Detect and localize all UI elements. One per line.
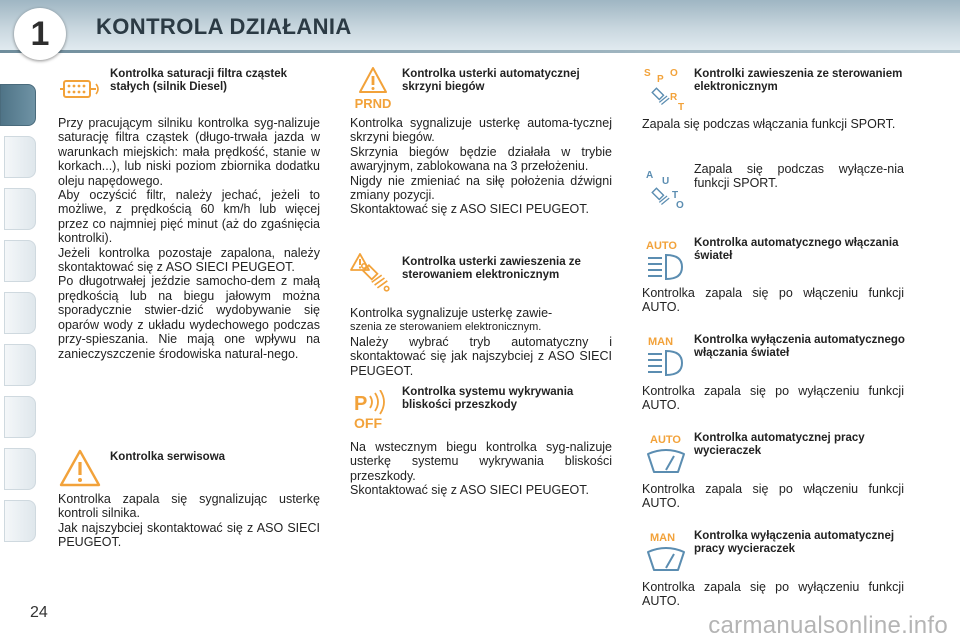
auto-wipers-label: AUTO (650, 434, 681, 446)
chapter-tab[interactable] (4, 240, 36, 282)
auto-letter: O (676, 200, 684, 210)
auto-letter: T (672, 190, 679, 201)
page-title: KONTROLA DZIAŁANIA (96, 14, 352, 39)
sport-letter: R (670, 92, 678, 103)
paragraph: Aby oczyścić filtr, należy jechać, jeżeli to możliwe, z prędkością 60 km/h lub więcej przez co najmniej pięć minut (aż do zgaśnięcia kontrolki). (58, 188, 320, 246)
chapter-tab[interactable] (4, 188, 36, 230)
gearbox-warning-icon (350, 66, 396, 110)
suspension-body (350, 306, 612, 378)
manual-headlamp-icon (642, 334, 688, 378)
gearbox-title: Kontrolka usterki automatycznej skrzyni biegów (402, 68, 580, 93)
auto-lights-label: AUTO (646, 240, 677, 252)
suspension-warning-icon (350, 252, 396, 298)
auto-wiper-icon (644, 432, 690, 476)
man-wipers-body: Kontrolka zapala się po wyłączeniu funkcji AUTO. (642, 580, 904, 609)
man-wipers-label: MAN (650, 532, 676, 544)
chapter-tab[interactable] (4, 292, 36, 334)
sport-letter: T (678, 102, 685, 112)
auto-letter: A (646, 170, 654, 181)
gearbox-body (350, 116, 612, 217)
auto-wipers-body: Kontrolka zapala się po włączeniu funkcji AUTO. (642, 482, 904, 511)
paragraph: Kontrolka sygnalizuje usterkę automa-tycznej skrzyni biegów. (350, 116, 612, 145)
paragraph: Nigdy nie zmieniać na siłę położenia dźwigni zmiany pozycji. (350, 173, 612, 203)
man-lights-body: Kontrolka zapala się po wyłączeniu funkcji AUTO. (642, 384, 904, 413)
sport-letter: O (670, 68, 678, 79)
man-wipers-title: Kontrolka wyłączenia automatycznej pracy wycieraczek (694, 530, 895, 555)
paragraph: Skontaktować się z ASO SIECI PEUGEOT. (350, 483, 589, 498)
particulate-filter-icon (58, 72, 102, 106)
paragraph: Należy wybrać tryb automatyczny i skontaktować się jak najszybciej z ASO SIECI PEUGEOT. (350, 334, 612, 378)
chapter-tab[interactable] (4, 344, 36, 386)
chapter-number: 1 (30, 15, 50, 53)
chapter-tab[interactable] (4, 136, 36, 178)
parking-body (350, 440, 612, 498)
auto-letter: U (662, 176, 670, 187)
page-number: 24 (30, 604, 48, 621)
header-divider (0, 50, 960, 53)
suspension-title: Kontrolka usterki zawieszenia ze sterowaniem elektronicznym (402, 256, 581, 281)
paragraph: Skrzynia biegów będzie działała w trybie awaryjnym, zablokowana na 3 przełożeniu. (350, 144, 612, 174)
parking-title: Kontrolka systemu wykrywania bliskości przeszkody (402, 386, 574, 411)
paragraph: Jeżeli kontrolka pozostaje zapalona, należy skontaktować się z ASO SIECI PEUGEOT. (58, 245, 320, 275)
service-title: Kontrolka serwisowa (110, 451, 226, 463)
paragraph: Skontaktować się z ASO SIECI PEUGEOT. (350, 202, 589, 217)
sport-off-icon (642, 166, 688, 210)
man-lights-title: Kontrolka wyłączenia automatycznego włączania świateł (694, 334, 905, 359)
paragraph: Jak najszybciej skontaktować się z ASO SIECI PEUGEOT. (58, 520, 320, 550)
man-lights-label: MAN (648, 336, 674, 348)
paragraph: Przy pracującym silniku kontrolka syg-nalizuje saturację filtra cząstek (długo-trwała jazda w warunkach miejskich: mała prędkość, stanie w korkach...), lub niski poziom zbiornika dodatku oleju napędowego. (58, 116, 320, 188)
chapter-tab-active[interactable] (0, 84, 36, 126)
watermark: carmanualsonline.info (708, 612, 948, 639)
chapter-tab[interactable] (4, 448, 36, 490)
sport-title: Kontrolki zawieszenia ze sterowaniem elektronicznym (694, 68, 903, 93)
chapter-tabs (0, 64, 36, 584)
sport-mode-icon (642, 66, 688, 112)
parking-p-glyph: P (354, 393, 368, 415)
auto-headlamp-icon (642, 238, 688, 282)
sport-letter: S (644, 68, 651, 79)
chapter-tab[interactable] (4, 396, 36, 438)
service-warning-icon (58, 448, 102, 488)
chapter-tab[interactable] (4, 500, 36, 542)
sport-off-body: Zapala się podczas wyłącze-nia funkcji SPORT. (694, 162, 904, 191)
service-body (58, 492, 320, 550)
paragraph: Po długotrwałej jeździe samocho-dem z małą prędkością lub na biegu jałowym można sporadycznie stwier-dzić wydobywanie się oparów wody z układu wydechowego podczas przy-spieszania. Nie mają one wpływu na zanieczyszczenie środowiska natural-nego. (58, 274, 320, 361)
auto-wipers-title: Kontrolka automatycznej pracy wycieraczek (694, 432, 865, 457)
auto-lights-title: Kontrolka automatycznego włączania świateł (694, 237, 899, 262)
parking-icon-label: OFF (354, 415, 382, 430)
paragraph: Kontrolka zapala się sygnalizując usterkę kontroli silnika. (58, 492, 320, 521)
manual-wiper-icon (644, 530, 690, 574)
sport-letter: P (657, 74, 664, 85)
sport-on-body: Zapala się podczas włączania funkcji SPORT. (642, 117, 896, 131)
gearbox-icon-label: PRND (354, 96, 392, 110)
filter-body (58, 116, 320, 361)
auto-lights-body: Kontrolka zapala się po włączeniu funkcji AUTO. (642, 286, 904, 315)
filter-title: Kontrolka saturacji filtra cząstek stałych (silnik Diesel) (110, 68, 288, 93)
parking-sensor-icon (352, 390, 398, 430)
paragraph: Kontrolka sygnalizuje usterkę zawie- (350, 306, 553, 320)
paragraph: szenia ze sterowaniem elektronicznym. (350, 321, 542, 334)
paragraph: Na wstecznym biegu kontrolka syg-nalizuje usterkę systemu wykrywania bliskości przeszkody. (350, 440, 612, 483)
